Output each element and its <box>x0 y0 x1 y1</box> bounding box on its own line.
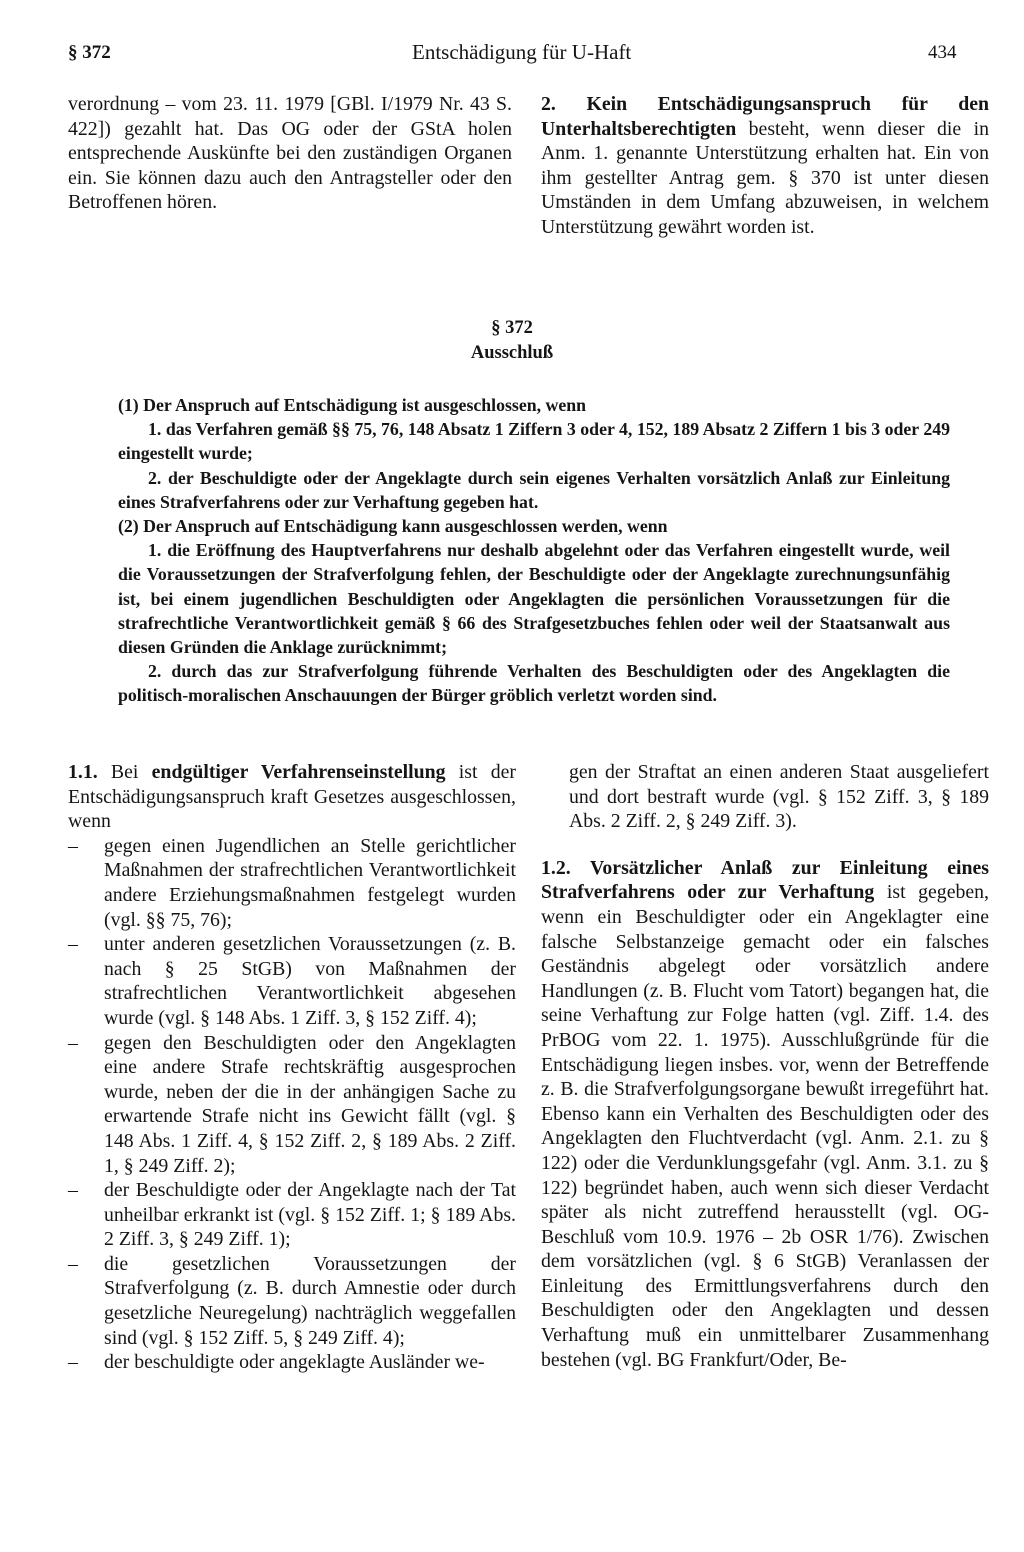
list-item-text: unter anderen gesetzlichen Voraussetzungen (z. B. nach § 25 StGB) von Maßnahmen der strafrechtlichen Verantwortlichkeit abgesehen wurde (vgl. § 148 Abs. 1 Ziff. 3, § 152 Ziff. 4); <box>104 933 516 1029</box>
statute-para-1: (1) Der Anspruch auf Entschädigung ist ausgeschlossen, wenn <box>118 395 586 415</box>
top-left-paragraph: verordnung – vom 23. 11. 1979 [GBl. I/1979 Nr. 43 S. 422]) gezahlt hat. Das OG oder der GStA holen entsprechende Auskünfte bei den zuständigen Organen ein. Sie können dazu auch den Antragsteller oder den Betroffenen hören. <box>68 93 512 214</box>
note-1-1-number: 1.1. <box>68 761 98 783</box>
list-item-text: gegen einen Jugendlichen an Stelle gerichtlicher Maßnahmen der strafrechtlichen Verantwortlichkeit andere Erziehungsmaßnahmen festgelegt wurden (vgl. §§ 75, 76); <box>104 834 516 931</box>
list-continuation: gen der Straftat an einen anderen Staat ausgeliefert und dort bestraft wurde (vgl. § 152 Ziff. 3, § 189 Abs. 2 Ziff. 2, § 249 Ziff. 3). <box>569 761 989 833</box>
statute-para-1-item-1: 1. das Verfahren gemäß §§ 75, 76, 148 Absatz 1 Ziffern 3 oder 4, 152, 189 Absatz 2 Ziffern 1 bis 3 oder 249 eingestellt wurde; <box>118 419 950 464</box>
list-item <box>68 1350 516 1375</box>
note-1-2-paragraph <box>541 856 989 1372</box>
dash-bullet: – <box>68 1351 78 1374</box>
dash-bullet: – <box>68 1031 78 1054</box>
page-number: 434 <box>928 42 957 63</box>
top-left-column <box>68 92 512 215</box>
statute-para-2-item-1: 1. die Eröffnung des Hauptverfahrens nur deshalb abgelehnt oder das Verfahren eingestellt wurde, weil die Voraussetzungen der Strafverfolgung fehlen, der Beschuldigte oder der Angeklagte zurechnungsunfähig ist, bei einem jugendlichen Beschuldigten oder Angeklagten die persönlichen Voraussetzungen für die strafrechtliche Verantwortlichkeit gemäß § 66 des Strafgesetzbuches fehlen oder weil der Staatsanwalt aus diesen Gründen die Anklage zurücknimmt; <box>118 540 950 658</box>
note-1-2-heading: 1.2. Vorsätzlicher Anlaß zur Einleitung eines Strafverfahrens oder zur Verhaftung <box>541 856 989 904</box>
statute-para-1-item-2: 2. der Beschuldigte oder der Angeklagte durch sein eigenes Verhalten vorsätzlich Anlaß zur Einleitung eines Strafverfahrens oder zur Verhaftung gegeben hat. <box>118 467 950 512</box>
dash-bullet: – <box>68 933 78 956</box>
note-2-text: besteht, wenn dieser die in Anm. 1. genannte Unterstützung erhalten hat. Ein von ihm gestellter Antrag gem. § 370 ist unter diesen Umständen in dem Umfang abzuweisen, in welchem Unterstützung gewährt worden ist. <box>541 117 989 238</box>
header-title: Entschädigung für U-Haft <box>412 40 632 64</box>
note-1-1-pre: Bei <box>97 761 152 783</box>
list-item <box>68 932 516 1030</box>
note-1-2-text: ist gegeben, wenn ein Beschuldigter oder ein Angeklagter eine falsche Selbstanzeige gemacht oder ein falsches Geständnis abgelegt oder vorsätzlich andere Handlungen (z. B. Flucht vom Tatort) begangen hat, die seine Verhaftung zur Folge hatten (vgl. Ziff. 1.4. des PrBOG vom 22. 1. 1975). Ausschlußgründe für die Entschädigung liegen insbes. vor, wenn der Betreffende z. B. die Strafverfolgungsorgane bewußt irregeführt hat. Ebenso kann ein Verhalten des Beschuldigten oder des Angeklagten den Fluchtverdacht (vgl. Anm. 2.1. zu § 122) oder die Verdunklungsgefahr (vgl. Anm. 3.1. zu § 122) begründet haben, auch wenn sich dieser Verdacht später als nicht zutreffend herausstellt (vgl. OG-Beschluß vom 10.9. 1976 – 2b OSR 1/76). Zwischen dem vorsätzlichen (vgl. § 6 StGB) Veranlassen der Einleitung des Ermittlungsverfahrens durch den Beschuldigten oder den Angeklagten und dessen Verhaftung muß ein unmittelbarer Zusammenhang bestehen (vgl. BG Frankfurt/Oder, Be- <box>541 881 989 1371</box>
note-1-1-keyword: endgültiger Verfahrenseinstellung <box>151 761 446 783</box>
section-number: § 372 <box>491 318 533 338</box>
list-item <box>68 1252 516 1350</box>
bottom-right-column <box>541 760 989 1372</box>
header-section-ref: § 372 <box>68 42 111 63</box>
list-item-text: die gesetzlichen Voraussetzungen der Strafverfolgung (z. B. durch Amnestie oder durch gesetzliche Neuregelung) nachträglich weggefallen sind (vgl. § 152 Ziff. 5, § 249 Ziff. 4); <box>104 1252 516 1349</box>
note-2-heading: 2. Kein Entschädigungsanspruch für den Unterhaltsberechtigten <box>541 93 989 140</box>
list-item <box>68 834 516 932</box>
note-2-paragraph <box>541 92 989 240</box>
top-right-column <box>541 92 989 240</box>
bottom-left-column <box>68 760 516 1375</box>
dash-bullet: – <box>68 834 78 857</box>
list-item-text: der beschuldigte oder angeklagte Ausländer we- <box>104 1351 485 1374</box>
list-item <box>68 1031 516 1179</box>
list-item <box>68 1178 516 1252</box>
dash-bullet: – <box>68 1179 78 1202</box>
note-1-1-post: ist der Entschädigungsanspruch kraft Gesetzes ausgeschlossen, wenn <box>68 761 516 833</box>
dash-bullet: – <box>68 1252 78 1275</box>
statute-para-2-item-2: 2. durch das zur Strafverfolgung führende Verhalten des Beschuldigten oder des Angeklagten die politisch-moralischen Anschauungen der Bürger gröblich verletzt worden sind. <box>118 661 950 706</box>
note-1-1-intro <box>68 760 516 834</box>
statute-text <box>118 393 950 708</box>
statute-para-2: (2) Der Anspruch auf Entschädigung kann ausgeschlossen werden, wenn <box>118 516 668 537</box>
exclusion-list <box>68 834 516 1375</box>
list-item-text: gegen den Beschuldigten oder den Angeklagten eine andere Strafe rechtskräftig ausgesprochen wurde, neben der die in der anhängigen Sache zu erwartende Strafe nicht ins Gewicht fällt (vgl. § 148 Abs. 1 Ziff. 4, § 152 Ziff. 2, § 189 Abs. 2 Ziff. 1, § 249 Ziff. 2); <box>104 1031 516 1177</box>
section-title: Ausschluß <box>470 343 554 363</box>
list-item-text: der Beschuldigte oder der Angeklagte nach der Tat unheilbar erkrankt ist (vgl. § 152 Ziff. 1; § 189 Abs. 2 Ziff. 3, § 249 Ziff. 1); <box>104 1179 516 1251</box>
